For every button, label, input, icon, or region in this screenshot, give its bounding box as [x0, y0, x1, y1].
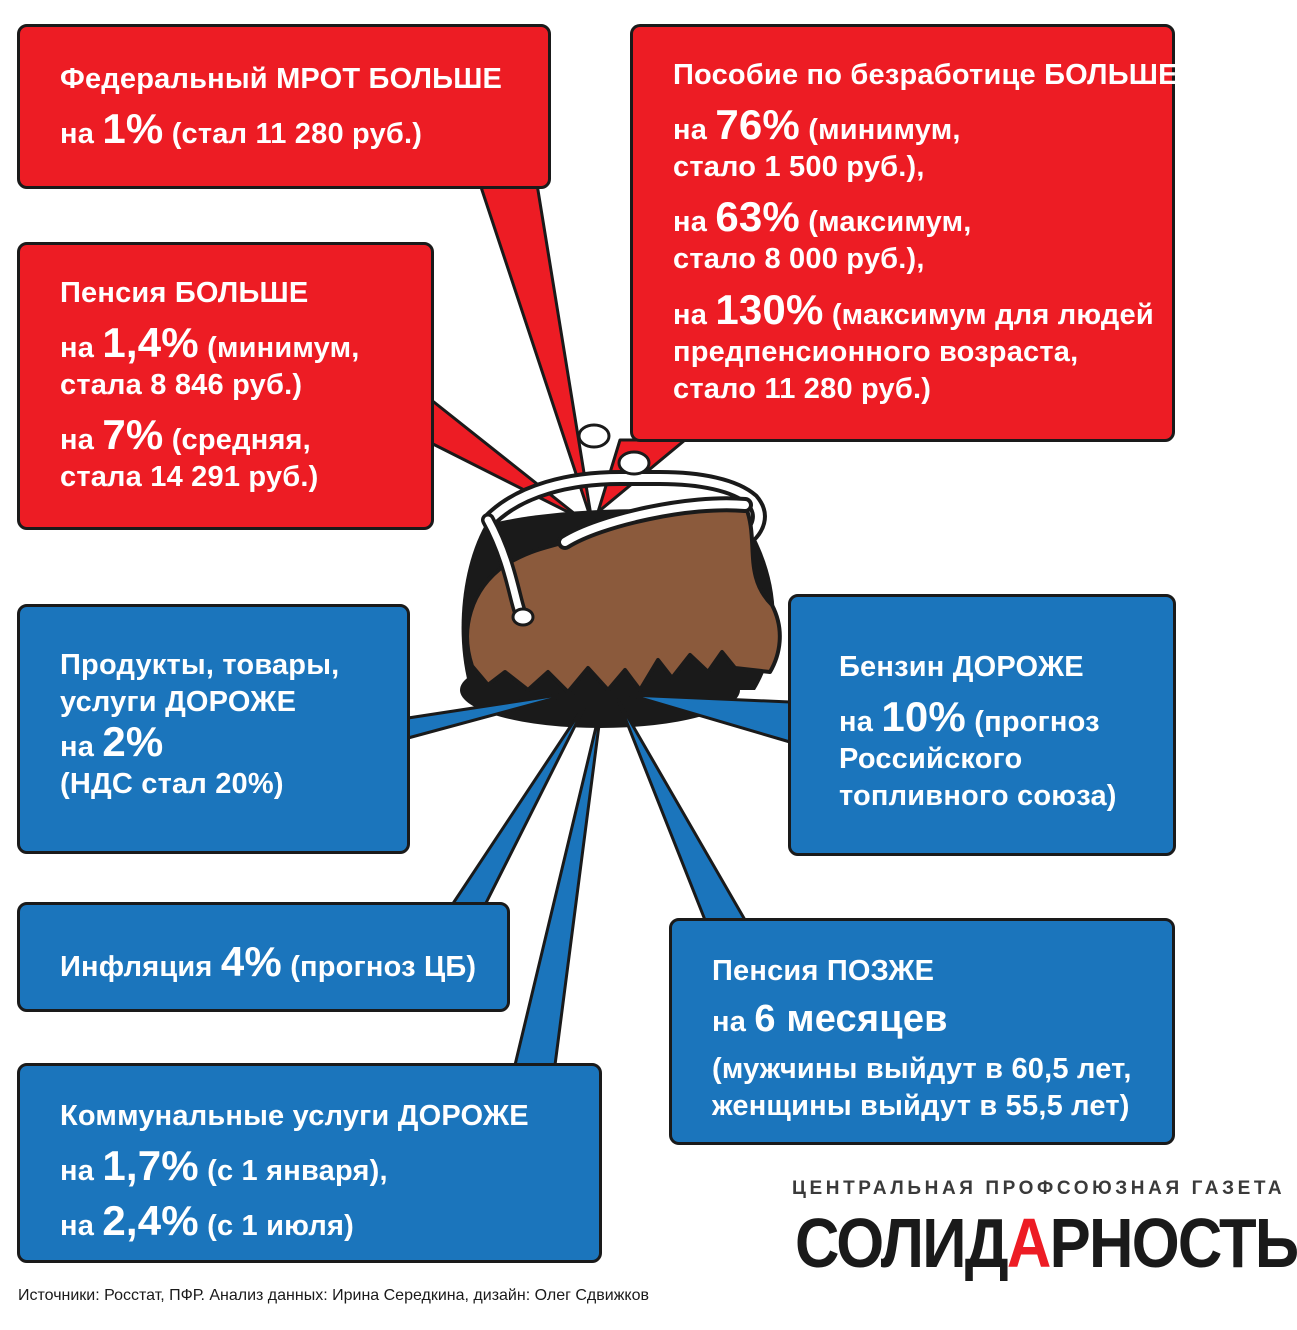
pension-age-box	[669, 918, 1175, 1145]
pension-note-1b: стала 8 846 руб.)	[60, 369, 303, 402]
mrot-box	[17, 24, 551, 189]
goods-na: на	[60, 731, 95, 764]
unemployment-note-3b: предпенсионного возраста,	[673, 335, 1079, 368]
utilities-note-1: (с 1 января),	[207, 1155, 388, 1188]
goods-line-1: Продукты, товары,	[60, 649, 340, 681]
unemployment-note-1b: стало 1 500 руб.),	[673, 151, 925, 184]
tail-pension-age	[618, 700, 745, 920]
pension-age-note-2: женщины выйдут в 55,5 лет)	[712, 1090, 1130, 1123]
utilities-value-2: 2,4%	[102, 1197, 199, 1245]
fuel-note-2: Российского	[839, 743, 1023, 776]
unemployment-note-2b: стало 8 000 руб.),	[673, 243, 925, 276]
goods-box	[17, 604, 410, 854]
pension-na-1: на	[60, 332, 95, 365]
utilities-box	[17, 1063, 602, 1263]
unemployment-value-1: 76%	[715, 101, 800, 149]
unemployment-note-1a: (минимум,	[808, 114, 961, 147]
inflation-value: 4%	[220, 938, 282, 985]
pension-age-na: на	[712, 1006, 747, 1039]
fuel-note-3: топливного союза)	[839, 780, 1117, 813]
utilities-na-1: на	[60, 1155, 95, 1188]
unemployment-box	[630, 24, 1178, 442]
logo-tagline: ЦЕНТРАЛЬНАЯ ПРОФСОЮЗНАЯ ГАЗЕТА	[792, 1178, 1286, 1199]
utilities-note-2: (с 1 июля)	[207, 1210, 355, 1243]
unemployment-note-3c: стало 11 280 руб.)	[673, 372, 932, 405]
pension-age-title: Пенсия ПОЗЖЕ	[712, 955, 935, 987]
logo-name-highlight: А	[1006, 1204, 1050, 1282]
purse-clasp-top-2	[619, 452, 649, 474]
unemployment-value-3: 130%	[715, 285, 824, 333]
utilities-na-2: на	[60, 1210, 95, 1243]
unemployment-na-1: на	[673, 114, 708, 147]
purse-clasp-ball	[513, 609, 533, 625]
mrot-note: (стал 11 280 руб.)	[171, 118, 423, 151]
utilities-value-1: 1,7%	[102, 1142, 199, 1190]
fuel-box	[788, 594, 1176, 856]
pension-note-2a: (средняя,	[171, 424, 311, 457]
inflation-box	[17, 902, 510, 1012]
sources-footer: Источники: Росстат, ПФР. Анализ данных: Ирина Середкина, дизайн: Олег Сдвижков	[18, 1287, 649, 1304]
unemployment-na-3: на	[673, 298, 708, 331]
pension-title: Пенсия БОЛЬШЕ	[60, 277, 309, 309]
unemployment-note-2a: (максимум,	[808, 206, 972, 239]
inflation-label: Инфляция	[60, 951, 213, 983]
logo-name-part-1: СОЛИД	[795, 1204, 1007, 1282]
inflation-note: (прогноз ЦБ)	[290, 951, 477, 983]
fuel-title: Бензин ДОРОЖЕ	[839, 651, 1084, 683]
logo-name-part-2: РНОСТЬ	[1049, 1204, 1297, 1282]
pension-value-2: 7%	[102, 411, 164, 459]
unemployment-na-2: на	[673, 206, 708, 239]
pension-box	[17, 242, 434, 530]
mrot-na: на	[60, 118, 95, 151]
logo	[795, 1204, 1297, 1282]
goods-note: (НДС стал 20%)	[60, 768, 284, 801]
mrot-value: 1%	[102, 105, 164, 153]
pension-note-2b: стала 14 291 руб.)	[60, 461, 319, 494]
pension-age-note-1: (мужчины выйдут в 60,5 лет,	[712, 1053, 1132, 1086]
goods-value: 2%	[102, 718, 164, 766]
unemployment-value-2: 63%	[715, 193, 800, 241]
mrot-title: Федеральный МРОТ БОЛЬШЕ	[60, 63, 503, 95]
pension-note-1a: (минимум,	[207, 332, 360, 365]
pension-age-value: 6 месяцев	[754, 998, 948, 1041]
utilities-title: Коммунальные услуги ДОРОЖЕ	[60, 1100, 529, 1132]
unemployment-title: Пособие по безработице БОЛЬШЕ	[673, 59, 1178, 91]
fuel-note-1: (прогноз	[974, 706, 1100, 739]
goods-line-2: услуги ДОРОЖЕ	[60, 686, 297, 719]
purse-clasp-top-1	[579, 425, 609, 447]
fuel-value: 10%	[881, 693, 966, 741]
pension-na-2: на	[60, 424, 95, 457]
unemployment-note-3a: (максимум для людей	[831, 298, 1154, 331]
pension-value-1: 1,4%	[102, 319, 199, 367]
fuel-na: на	[839, 706, 874, 739]
